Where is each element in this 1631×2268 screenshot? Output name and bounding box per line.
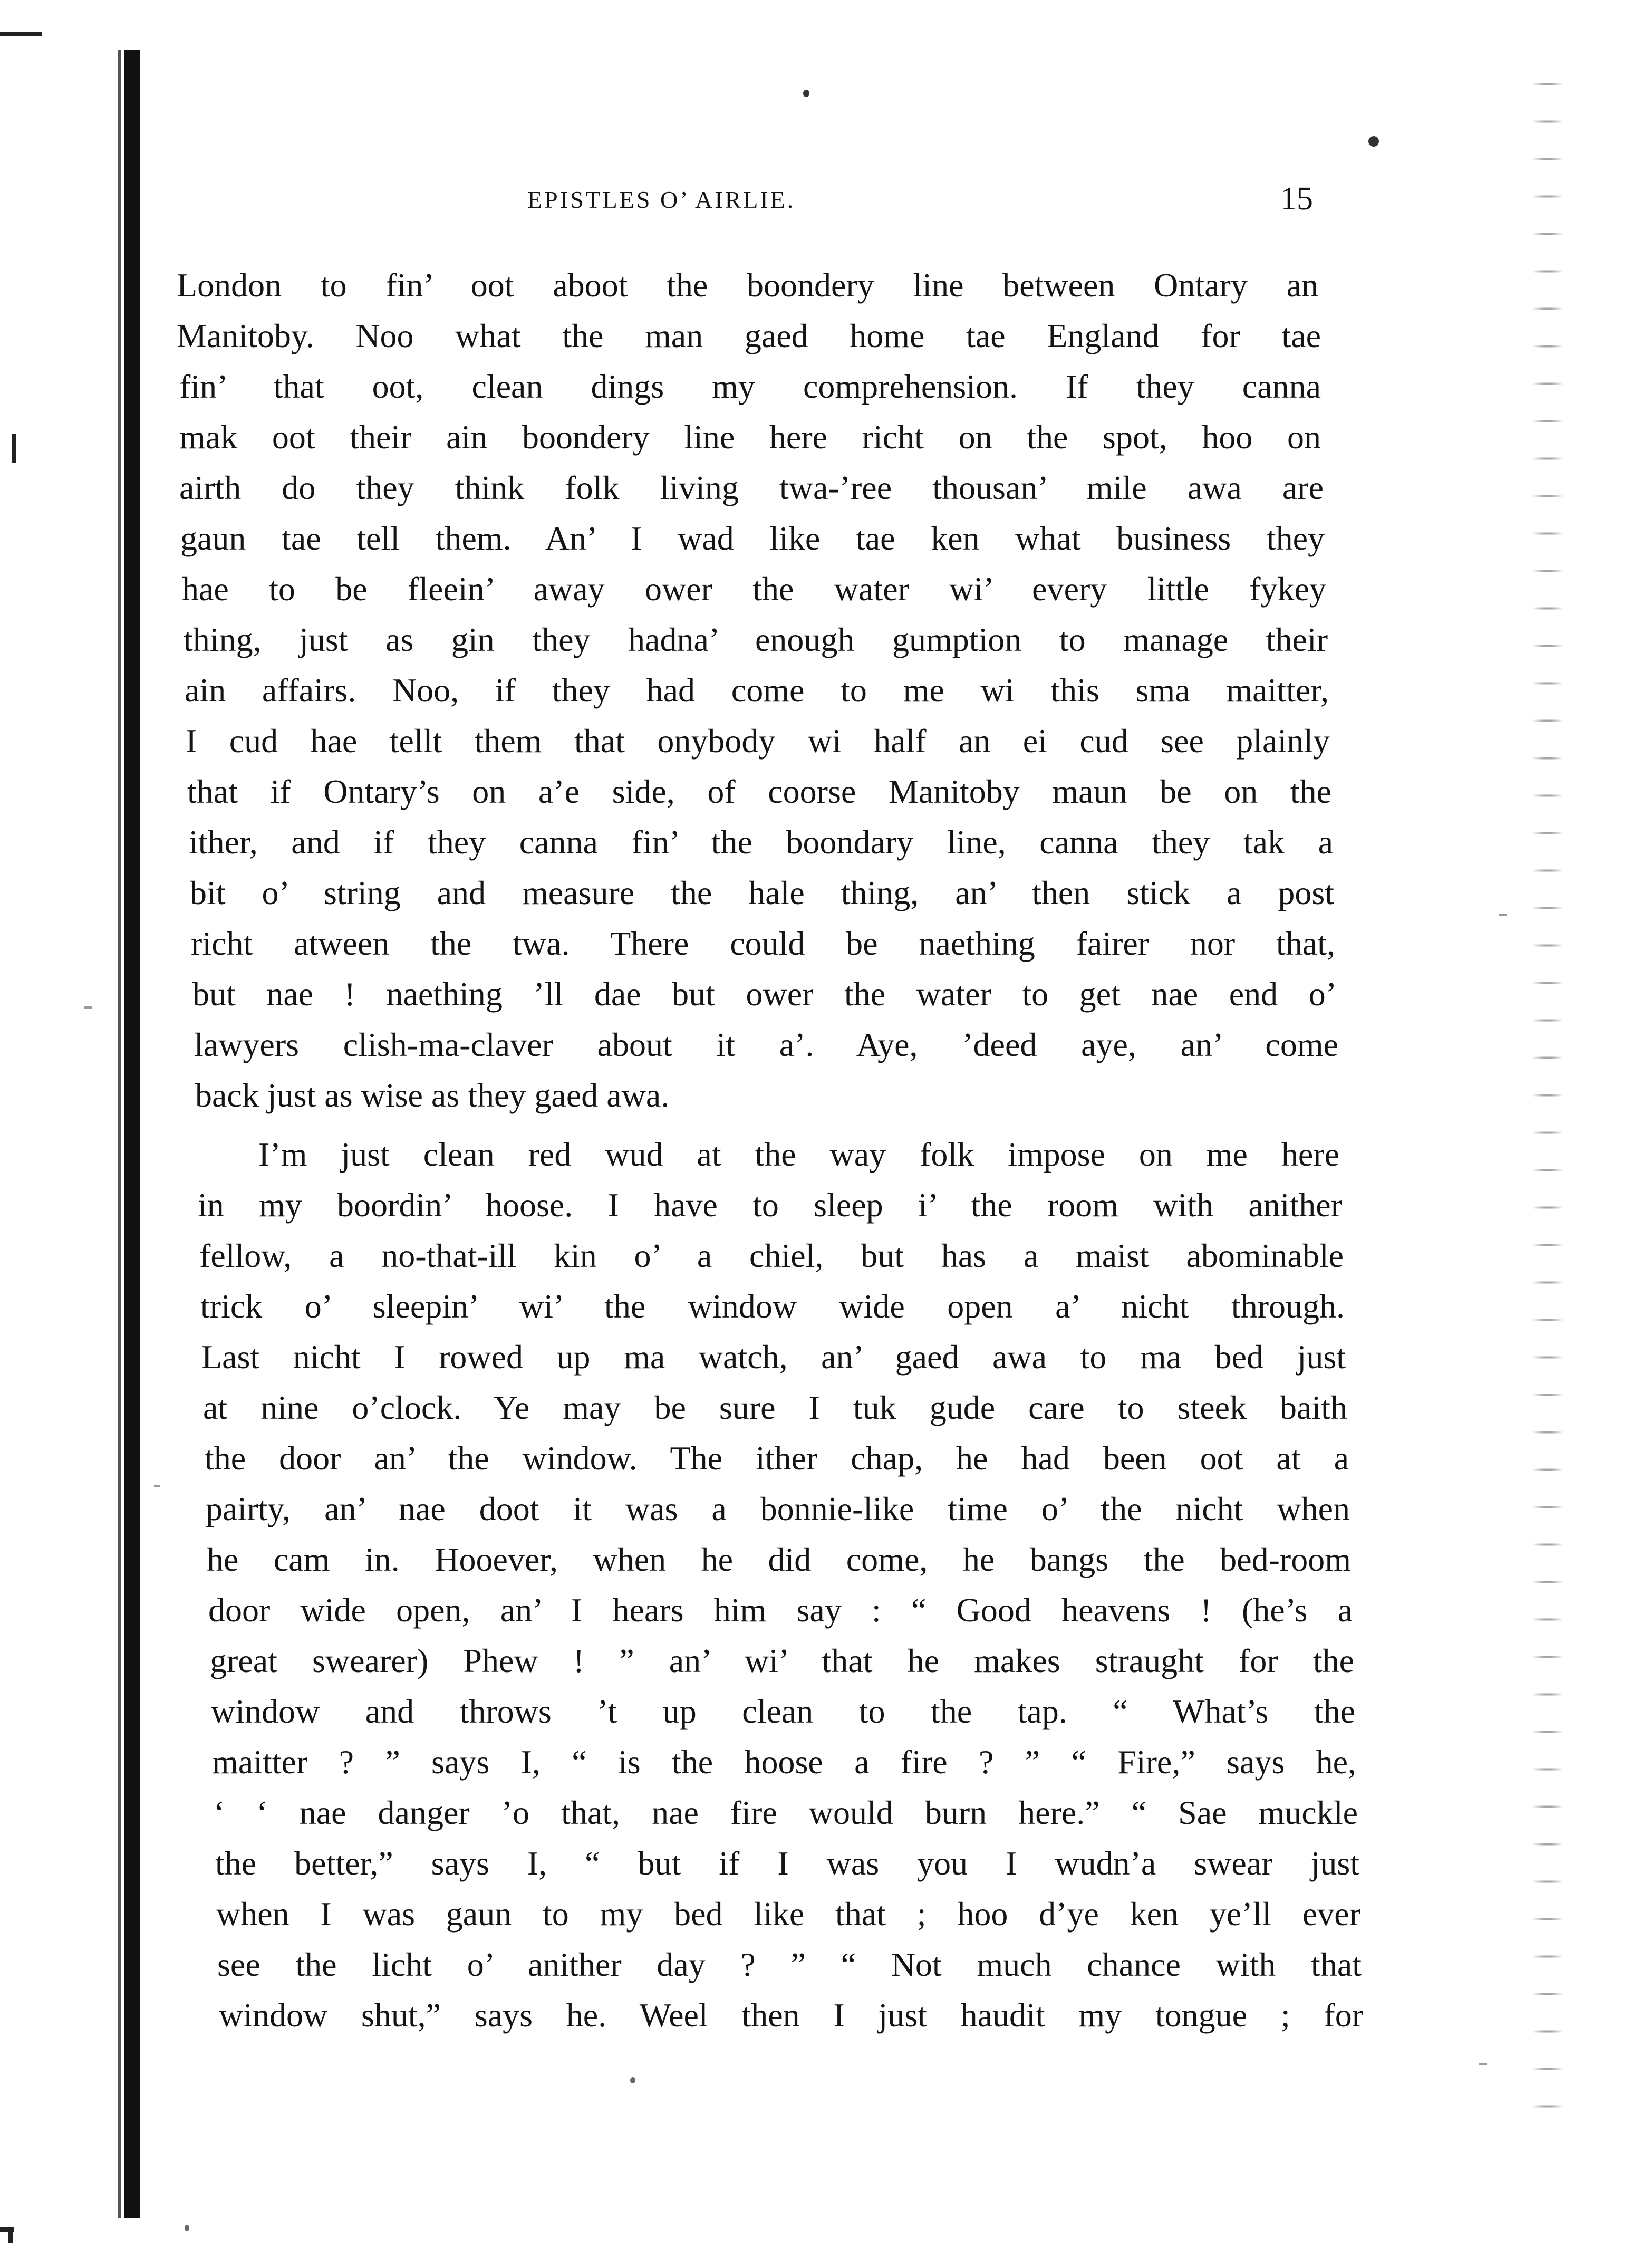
text-line: the better,” says I, “ but if I was you I wudn’a swear just: [215, 1844, 1359, 1882]
scan-speck: [185, 2225, 189, 2231]
scan-mark: [8, 2227, 13, 2243]
text-line: airth do they think folk living twa-’ree thousan’ mile awa are: [179, 469, 1324, 506]
text-line: back just as wise as they gaed awa.: [195, 1077, 670, 1114]
text-line: maitter ? ” says I, “ is the hoose a fire ? ” “ Fire,” says he,: [212, 1743, 1356, 1781]
text-line: the door an’ the window. The ither chap, he had been oot at a: [205, 1439, 1349, 1477]
text-line: trick o’ sleepin’ wi’ the window wide open a’ nicht through.: [200, 1287, 1345, 1325]
text-line: he cam in. Hooever, when he did come, he bangs the bed-room: [207, 1541, 1351, 1578]
text-line: at nine o’clock. Ye may be sure I tuk gude care to steek baith: [203, 1389, 1347, 1426]
text-line: window and throws ’t up clean to the tap. “ What’s the: [211, 1693, 1355, 1730]
scan-speck: [84, 1006, 92, 1009]
scan-speck: [1499, 914, 1507, 916]
running-title: EPISTLES O’ AIRLIE.: [527, 186, 796, 213]
text-line: bit o’ string and measure the hale thing, an’ then stick a post: [190, 874, 1334, 911]
binding-shadow: [118, 50, 121, 2218]
text-line: Manitoby. Noo what the man gaed home tae England for tae: [177, 317, 1321, 354]
text-line: but nae ! naething ’ll dae but ower the water to get nae end o’: [192, 975, 1337, 1013]
text-line: ain affairs. Noo, if they had come to me wi this sma maitter,: [185, 671, 1329, 709]
text-line: in my boordin’ hoose. I have to sleep i’ the room with anither: [198, 1186, 1342, 1224]
scan-speck: [803, 90, 809, 97]
text-line: ‘ ‘ nae danger ’o that, nae fire would burn here.” “ Sae muckle: [214, 1794, 1358, 1831]
text-line: when I was gaun to my bed like that ; hoo d’ye ken ye’ll ever: [216, 1895, 1360, 1933]
text-line: fellow, a no-that-ill kin o’ a chiel, but has a maist abominable: [199, 1237, 1344, 1274]
text-line: richt atween the twa. There could be naething fairer nor that,: [191, 925, 1335, 962]
text-line: gaun tae tell them. An’ I wad like tae ken what business they: [180, 520, 1325, 557]
text-line: great swearer) Phew ! ” an’ wi’ that he makes straught for the: [210, 1642, 1354, 1679]
text-line: that if Ontary’s on a’e side, of coorse Manitoby maun be on the: [187, 773, 1331, 810]
text-line: thing, just as gin they hadna’ enough gumption to manage their: [184, 621, 1328, 658]
text-line: I cud hae tellt them that onybody wi half an ei cud see plainly: [186, 722, 1330, 760]
page-edge-noise: [1532, 63, 1564, 2120]
scan-mark: [0, 32, 42, 36]
text-line: door wide open, an’ I hears him say : “ Good heavens ! (he’s a: [208, 1591, 1353, 1629]
scan-speck: [1479, 2063, 1487, 2065]
text-line: window shut,” says he. Weel then I just haudit my tongue ; for: [219, 1996, 1363, 2034]
text-line: pairty, an’ nae doot it was a bonnie-like time o’ the nicht when: [206, 1490, 1350, 1527]
running-header: [174, 181, 1313, 228]
text-line: lawyers clish-ma-claver about it a’. Aye, ’deed aye, an’ come: [194, 1026, 1338, 1063]
text-line: fin’ that oot, clean dings my comprehension. If they canna: [179, 368, 1321, 405]
text-line: see the licht o’ anither day ? ” “ Not much chance with that: [217, 1946, 1362, 1983]
text-line: ither, and if they canna fin’ the boondary line, canna they tak a: [189, 823, 1333, 861]
scan-speck: [154, 1485, 160, 1487]
text-line: Last nicht I rowed up ma watch, an’ gaed awa to ma bed just: [201, 1338, 1346, 1376]
scan-speck: [1368, 136, 1379, 147]
text-line: mak oot their ain boondery line here richt on the spot, hoo on: [179, 418, 1321, 456]
scan-speck: [630, 2077, 635, 2083]
text-line: I’m just clean red wud at the way folk impose on me here: [258, 1136, 1339, 1173]
text-line: hae to be fleein’ away ower the water wi’ every little fykey: [182, 570, 1326, 608]
text-line: London to fin’ oot aboot the boondery line between Ontary an: [177, 266, 1318, 304]
binding-edge: [124, 50, 140, 2218]
scan-mark: [12, 434, 16, 463]
page-number: 15: [1280, 181, 1313, 217]
